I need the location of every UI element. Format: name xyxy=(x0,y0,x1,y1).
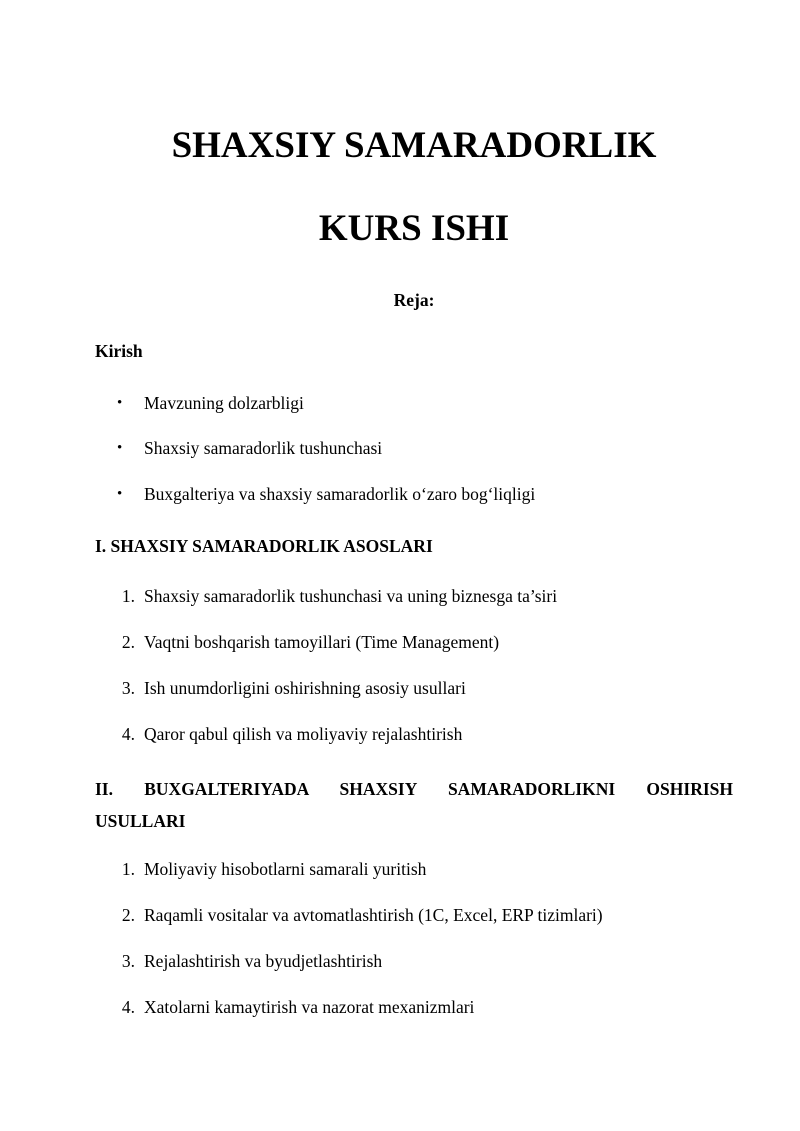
list-item-text: Vaqtni boshqarish tamoyillari (Time Management) xyxy=(144,632,500,652)
section-2-heading-line1: II. BUXGALTERIYADA SHAXSIY SAMARADORLIKNI OSHIRISH xyxy=(95,779,733,799)
list-number: 3. xyxy=(121,678,135,698)
list-number: 1. xyxy=(121,586,135,606)
list-number: 4. xyxy=(121,724,135,744)
bullet-icon: • xyxy=(117,395,123,411)
bullet-icon: • xyxy=(117,486,123,502)
list-item-text: Ish unumdorligini oshirishning asosiy usullari xyxy=(144,678,466,698)
section-1-heading: I. SHAXSIY SAMARADORLIK ASOSLARI xyxy=(95,536,433,556)
list-number: 1. xyxy=(121,859,135,879)
list-item-text: Rejalashtirish va byudjetlashtirish xyxy=(144,951,383,971)
section-2-heading xyxy=(95,773,733,837)
plan-label: Reja: xyxy=(393,290,435,310)
bullet-icon: • xyxy=(117,440,123,456)
document-subtitle: KURS ISHI xyxy=(318,208,510,249)
intro-item-text: Mavzuning dolzarbligi xyxy=(144,393,304,413)
list-item-text: Shaxsiy samaradorlik tushunchasi va uning biznesga ta’siri xyxy=(144,586,558,606)
section-2-heading-line2: USULLARI xyxy=(95,811,186,831)
list-item-text: Raqamli vositalar va avtomatlashtirish (1C, Excel, ERP tizimlari) xyxy=(144,905,603,925)
list-item-text: Qaror qabul qilish va moliyaviy rejalashtirish xyxy=(144,724,463,744)
list-number: 3. xyxy=(121,951,135,971)
intro-heading: Kirish xyxy=(95,341,143,361)
list-item-text: Moliyaviy hisobotlarni samarali yuritish xyxy=(144,859,427,879)
intro-item-text: Buxgalteriya va shaxsiy samaradorlik o‘zaro bog‘liqligi xyxy=(144,484,536,504)
intro-item-text: Shaxsiy samaradorlik tushunchasi xyxy=(144,438,383,458)
list-item-text: Xatolarni kamaytirish va nazorat mexanizmlari xyxy=(144,997,475,1017)
list-number: 2. xyxy=(121,905,135,925)
list-number: 2. xyxy=(121,632,135,652)
document-title: SHAXSIY SAMARADORLIK xyxy=(171,125,657,166)
list-number: 4. xyxy=(121,997,135,1017)
